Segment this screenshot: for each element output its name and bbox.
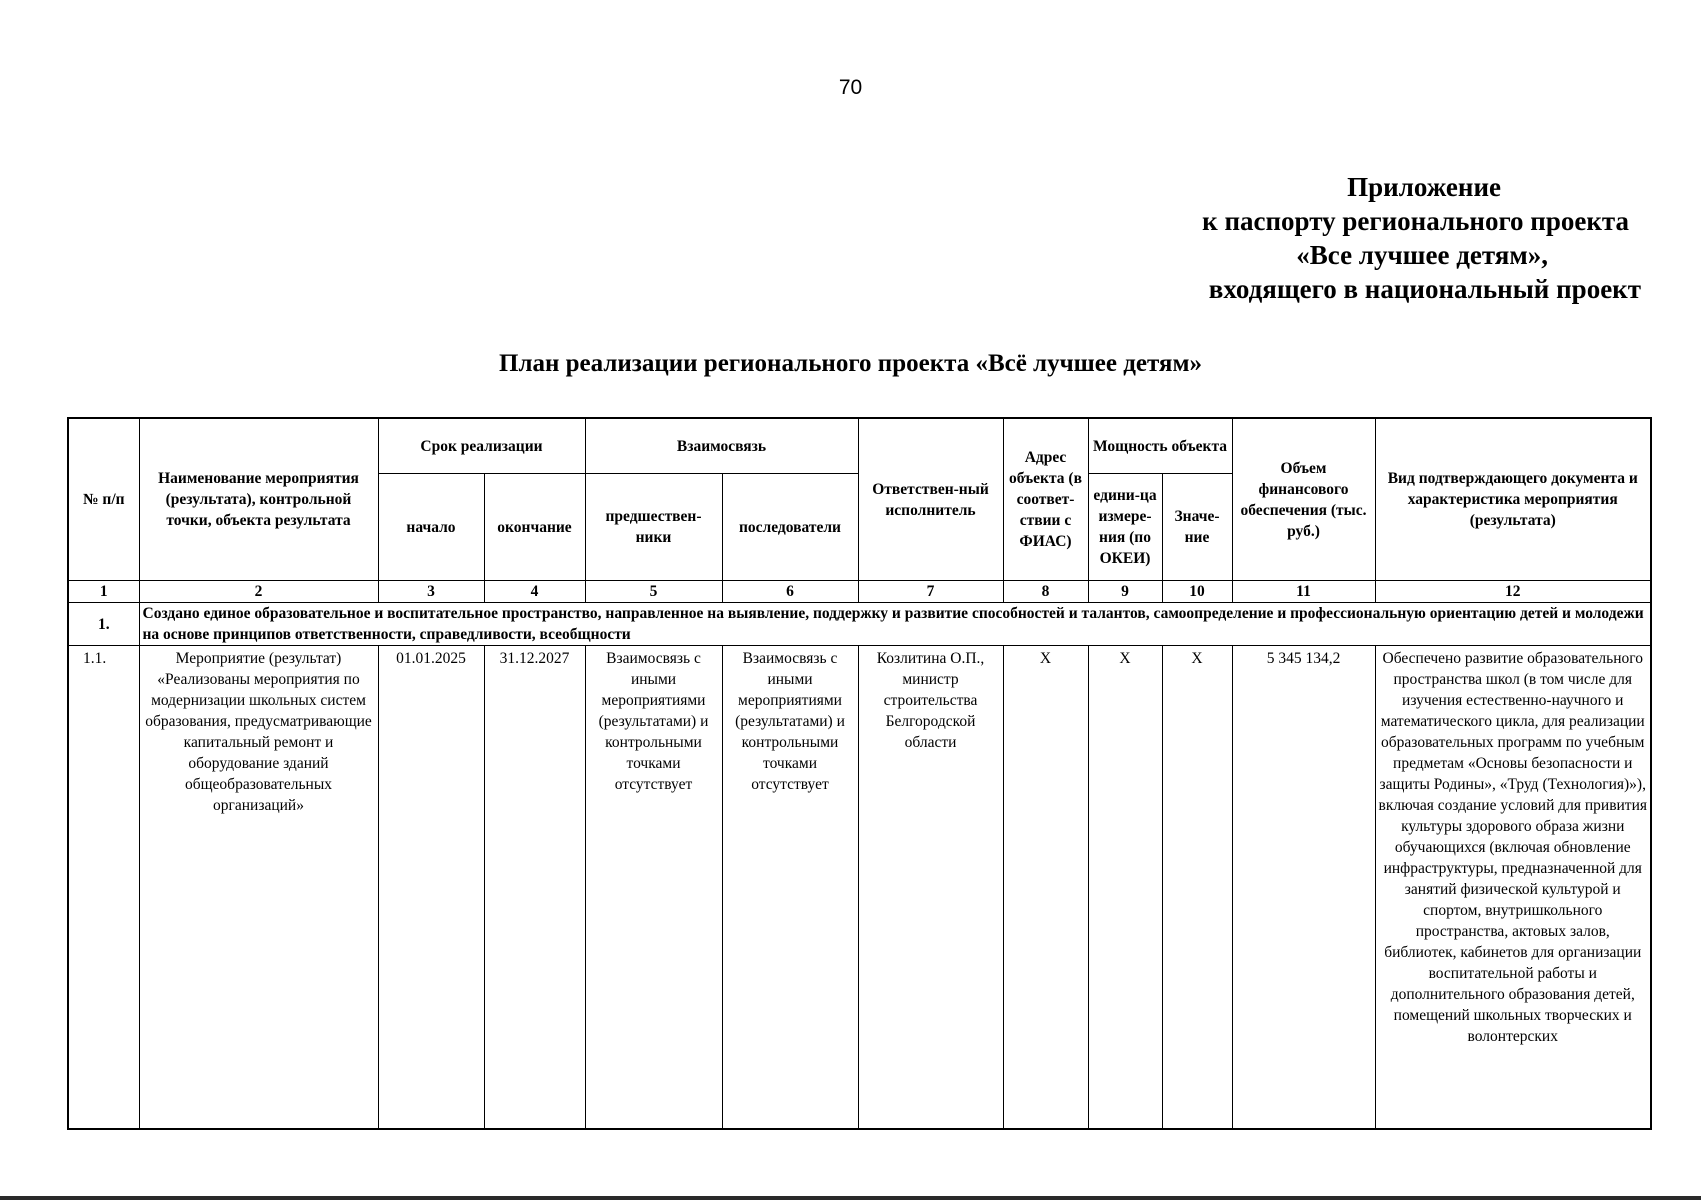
- row-predecessors: Взаимосвязь с иными мероприятиями (результатами) и контрольными точками отсутствует: [585, 646, 722, 1130]
- column-number: 2: [139, 581, 378, 603]
- table-row: [68, 646, 1651, 1130]
- appendix-line: входящего в национальный проект: [1208, 274, 1641, 304]
- row-finance: 5 345 134,2: [1232, 646, 1375, 1130]
- row-successors: Взаимосвязь с иными мероприятиями (результатами) и контрольными точками отсутствует: [722, 646, 858, 1130]
- header-unit: едини-ца измере-ния (по ОКЕИ): [1088, 474, 1162, 581]
- column-number: 6: [722, 581, 858, 603]
- header-end: окончание: [484, 474, 585, 581]
- column-number: 10: [1162, 581, 1232, 603]
- document-title: План реализации регионального проекта «Всё лучшее детям»: [499, 350, 1202, 377]
- section-row: [68, 603, 1651, 646]
- header-value: Значе-ние: [1162, 474, 1232, 581]
- column-number: 4: [484, 581, 585, 603]
- row-end-date: 31.12.2027: [484, 646, 585, 1130]
- column-number: 5: [585, 581, 722, 603]
- appendix-line: к паспорту регионального проекта: [1202, 206, 1629, 236]
- row-executor: Козлитина О.П., министр строительства Белгородской области: [858, 646, 1003, 1130]
- row-document: Обеспечено развитие образовательного пространства школ (в том числе для изучения естественно-научного и математического цикла, для реализации образовательных программ по учебным предметам «Основы безопасности и защиты Родины», «Труд (Технология)»), включая создание условий для привития культуры здорового образа жизни обучающихся (включая обновление инфраструктуры, предназначенной для занятий физической культурой и спортом, внутришкольного пространства, актовых залов, библиотек, кабинетов для организации воспитательной работы и дополнительного образования детей, помещений школьных творческих и волонтерских: [1375, 646, 1651, 1130]
- header-period: Срок реализации: [378, 418, 585, 474]
- column-number-row: [68, 581, 1651, 603]
- column-number: 11: [1232, 581, 1375, 603]
- header-relation: Взаимосвязь: [585, 418, 858, 474]
- header-finance: Объем финансового обеспечения (тыс. руб.): [1232, 418, 1375, 581]
- header-capacity: Мощность объекта: [1088, 418, 1232, 474]
- header-predecessors: предшествен-ники: [585, 474, 722, 581]
- column-number: 3: [378, 581, 484, 603]
- header-num: № п/п: [68, 418, 139, 581]
- table-header-row: [68, 418, 1651, 474]
- header-successors: последователи: [722, 474, 858, 581]
- row-value: Х: [1162, 646, 1232, 1130]
- column-number: 12: [1375, 581, 1651, 603]
- column-number: 9: [1088, 581, 1162, 603]
- appendix-line: Приложение: [1347, 172, 1501, 202]
- appendix-line: «Все лучшее детям»,: [1296, 240, 1548, 270]
- column-number: 8: [1003, 581, 1088, 603]
- column-number: 1: [68, 581, 139, 603]
- column-number: 7: [858, 581, 1003, 603]
- header-start: начало: [378, 474, 484, 581]
- header-document: Вид подтверждающего документа и характеристика мероприятия (результата): [1375, 418, 1651, 581]
- row-start-date: 01.01.2025: [378, 646, 484, 1130]
- page-number: 70: [838, 76, 863, 99]
- scan-bottom-edge: [0, 1196, 1701, 1200]
- implementation-plan-table: [67, 417, 1652, 1130]
- row-name: Мероприятие (результат) «Реализованы мероприятия по модернизации школьных систем образования, предусматривающие капитальный ремонт и оборудование зданий общеобразовательных организаций»: [139, 646, 378, 1130]
- section-title: Создано единое образовательное и воспитательное пространство, направленное на выявление, поддержку и развитие способностей и талантов, самоопределение и профессиональную ориентацию детей и молодежи на основе принципов ответственности, справедливости, всеобщности: [139, 603, 1651, 646]
- header-executor: Ответствен-ный исполнитель: [858, 418, 1003, 581]
- appendix-heading: [881, 170, 1641, 306]
- row-number: 1.1.: [68, 646, 139, 1130]
- header-name: Наименование мероприятия (результата), контрольной точки, объекта результата: [139, 418, 378, 581]
- header-address: Адрес объекта (в соответ-ствии с ФИАС): [1003, 418, 1088, 581]
- row-unit: Х: [1088, 646, 1162, 1130]
- row-address: Х: [1003, 646, 1088, 1130]
- section-number: 1.: [68, 603, 139, 646]
